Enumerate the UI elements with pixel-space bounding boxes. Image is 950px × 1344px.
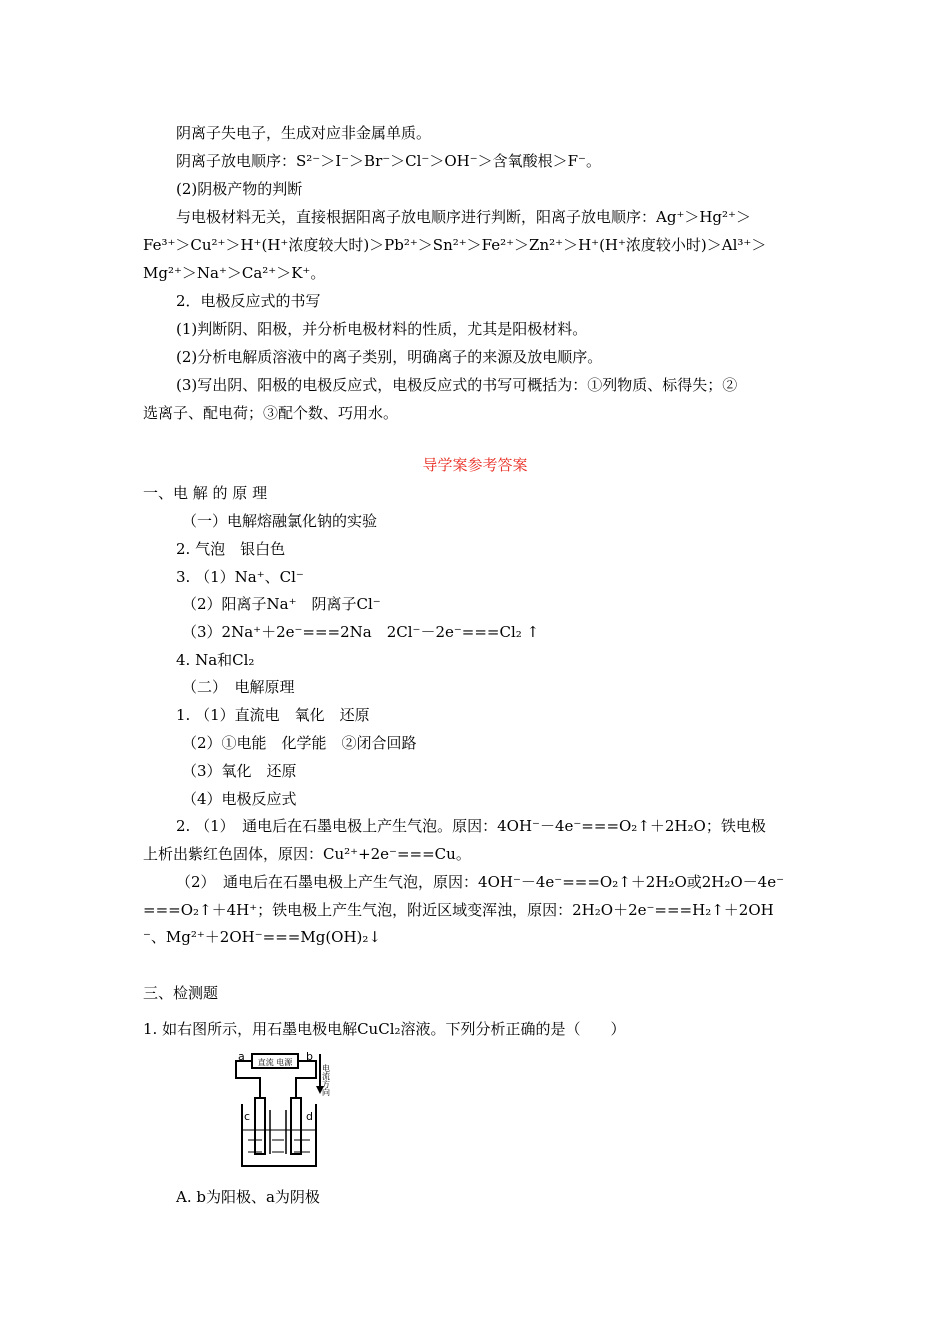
text-line: 1. （1）直流电 氧化 还原 bbox=[176, 706, 370, 724]
text-line: 阴离子失电子，生成对应非金属单质。 bbox=[176, 124, 432, 142]
text-line: （3）氧化 还原 bbox=[182, 762, 297, 780]
text-line: (3)写出阴、阳极的电极反应式，电极反应式的书写可概括为：①列物质、标得失；② bbox=[176, 376, 738, 394]
text-line: （二） 电解原理 bbox=[182, 678, 295, 696]
text-line: 上析出紫红色固体，原因：Cu²⁺+2e⁻===Cu。 bbox=[143, 845, 471, 863]
text-line: ===O₂↑＋4H⁺；铁电极上产生气泡，附近区域变浑浊，原因：2H₂O＋2e⁻===H₂↑＋2OH bbox=[143, 901, 774, 919]
current-direction-label: 电流方向 bbox=[321, 1064, 331, 1096]
label-c: c bbox=[244, 1110, 251, 1123]
question-1: 1. 如右图所示，用石墨电极电解CuCl₂溶液。下列分析正确的是（ ） bbox=[143, 1020, 626, 1038]
text-line: Fe³⁺＞Cu²⁺＞H⁺(H⁺浓度较大时)＞Pb²⁺＞Sn²⁺＞Fe²⁺＞Zn²⁺＞H⁺(H⁺浓度较小时)＞Al³⁺＞ bbox=[143, 236, 767, 254]
text-line: （一）电解熔融氯化钠的实验 bbox=[182, 512, 378, 530]
text-line: （2） 通电后在石墨电极上产生气泡，原因：4OH⁻－4e⁻===O₂↑＋2H₂O或2H₂O－4e⁻ bbox=[176, 873, 785, 891]
text-line: 选离子、配电荷；③配个数、巧用水。 bbox=[143, 404, 399, 422]
electrolysis-diagram bbox=[232, 1048, 358, 1172]
text-line: 3. （1）Na⁺、Cl⁻ bbox=[176, 568, 304, 586]
answers-title: 导学案参考答案 bbox=[422, 456, 528, 474]
text-line: （3）2Na⁺＋2e⁻===2Na 2Cl⁻－2e⁻===Cl₂ ↑ bbox=[182, 623, 540, 641]
text-line: Mg²⁺＞Na⁺＞Ca²⁺＞K⁺。 bbox=[143, 264, 326, 282]
text-line: 4. Na和Cl₂ bbox=[176, 651, 255, 669]
text-line: 2. 气泡 银白色 bbox=[176, 540, 286, 558]
label-d: d bbox=[306, 1110, 313, 1123]
section-heading: 三、检测题 bbox=[143, 984, 219, 1002]
text-line: （2）①电能 化学能 ②闭合回路 bbox=[182, 734, 417, 752]
text-line: 阴离子放电顺序：S²⁻＞I⁻＞Br⁻＞Cl⁻＞OH⁻＞含氧酸根＞F⁻。 bbox=[176, 152, 601, 170]
option-a: A. b为阳极、a为阴极 bbox=[176, 1188, 320, 1206]
text-line: 与电极材料无关，直接根据阳离子放电顺序进行判断，阳离子放电顺序：Ag⁺＞Hg²⁺＞ bbox=[176, 208, 751, 226]
text-line: （4）电极反应式 bbox=[182, 790, 297, 808]
text-line: 2．电极反应式的书写 bbox=[176, 292, 321, 310]
text-line: （2）阳离子Na⁺ 阴离子Cl⁻ bbox=[182, 595, 381, 613]
text-line: 2. （1） 通电后在石墨电极上产生气泡。原因：4OH⁻－4e⁻===O₂↑＋2H₂O；铁电极 bbox=[176, 817, 766, 835]
section-heading: 一、电 解 的 原 理 bbox=[143, 484, 268, 502]
label-b: b bbox=[306, 1050, 313, 1063]
label-a: a bbox=[238, 1050, 245, 1063]
power-source-label: 直流 电源 bbox=[257, 1058, 293, 1067]
text-line: (2)分析电解质溶液中的离子类别，明确离子的来源及放电顺序。 bbox=[176, 348, 603, 366]
text-line: (2)阴极产物的判断 bbox=[176, 180, 303, 198]
text-line: (1)判断阴、阳极，并分析电极材料的性质，尤其是阳极材料。 bbox=[176, 320, 588, 338]
text-line: ⁻、Mg²⁺＋2OH⁻===Mg(OH)₂↓ bbox=[143, 928, 381, 946]
